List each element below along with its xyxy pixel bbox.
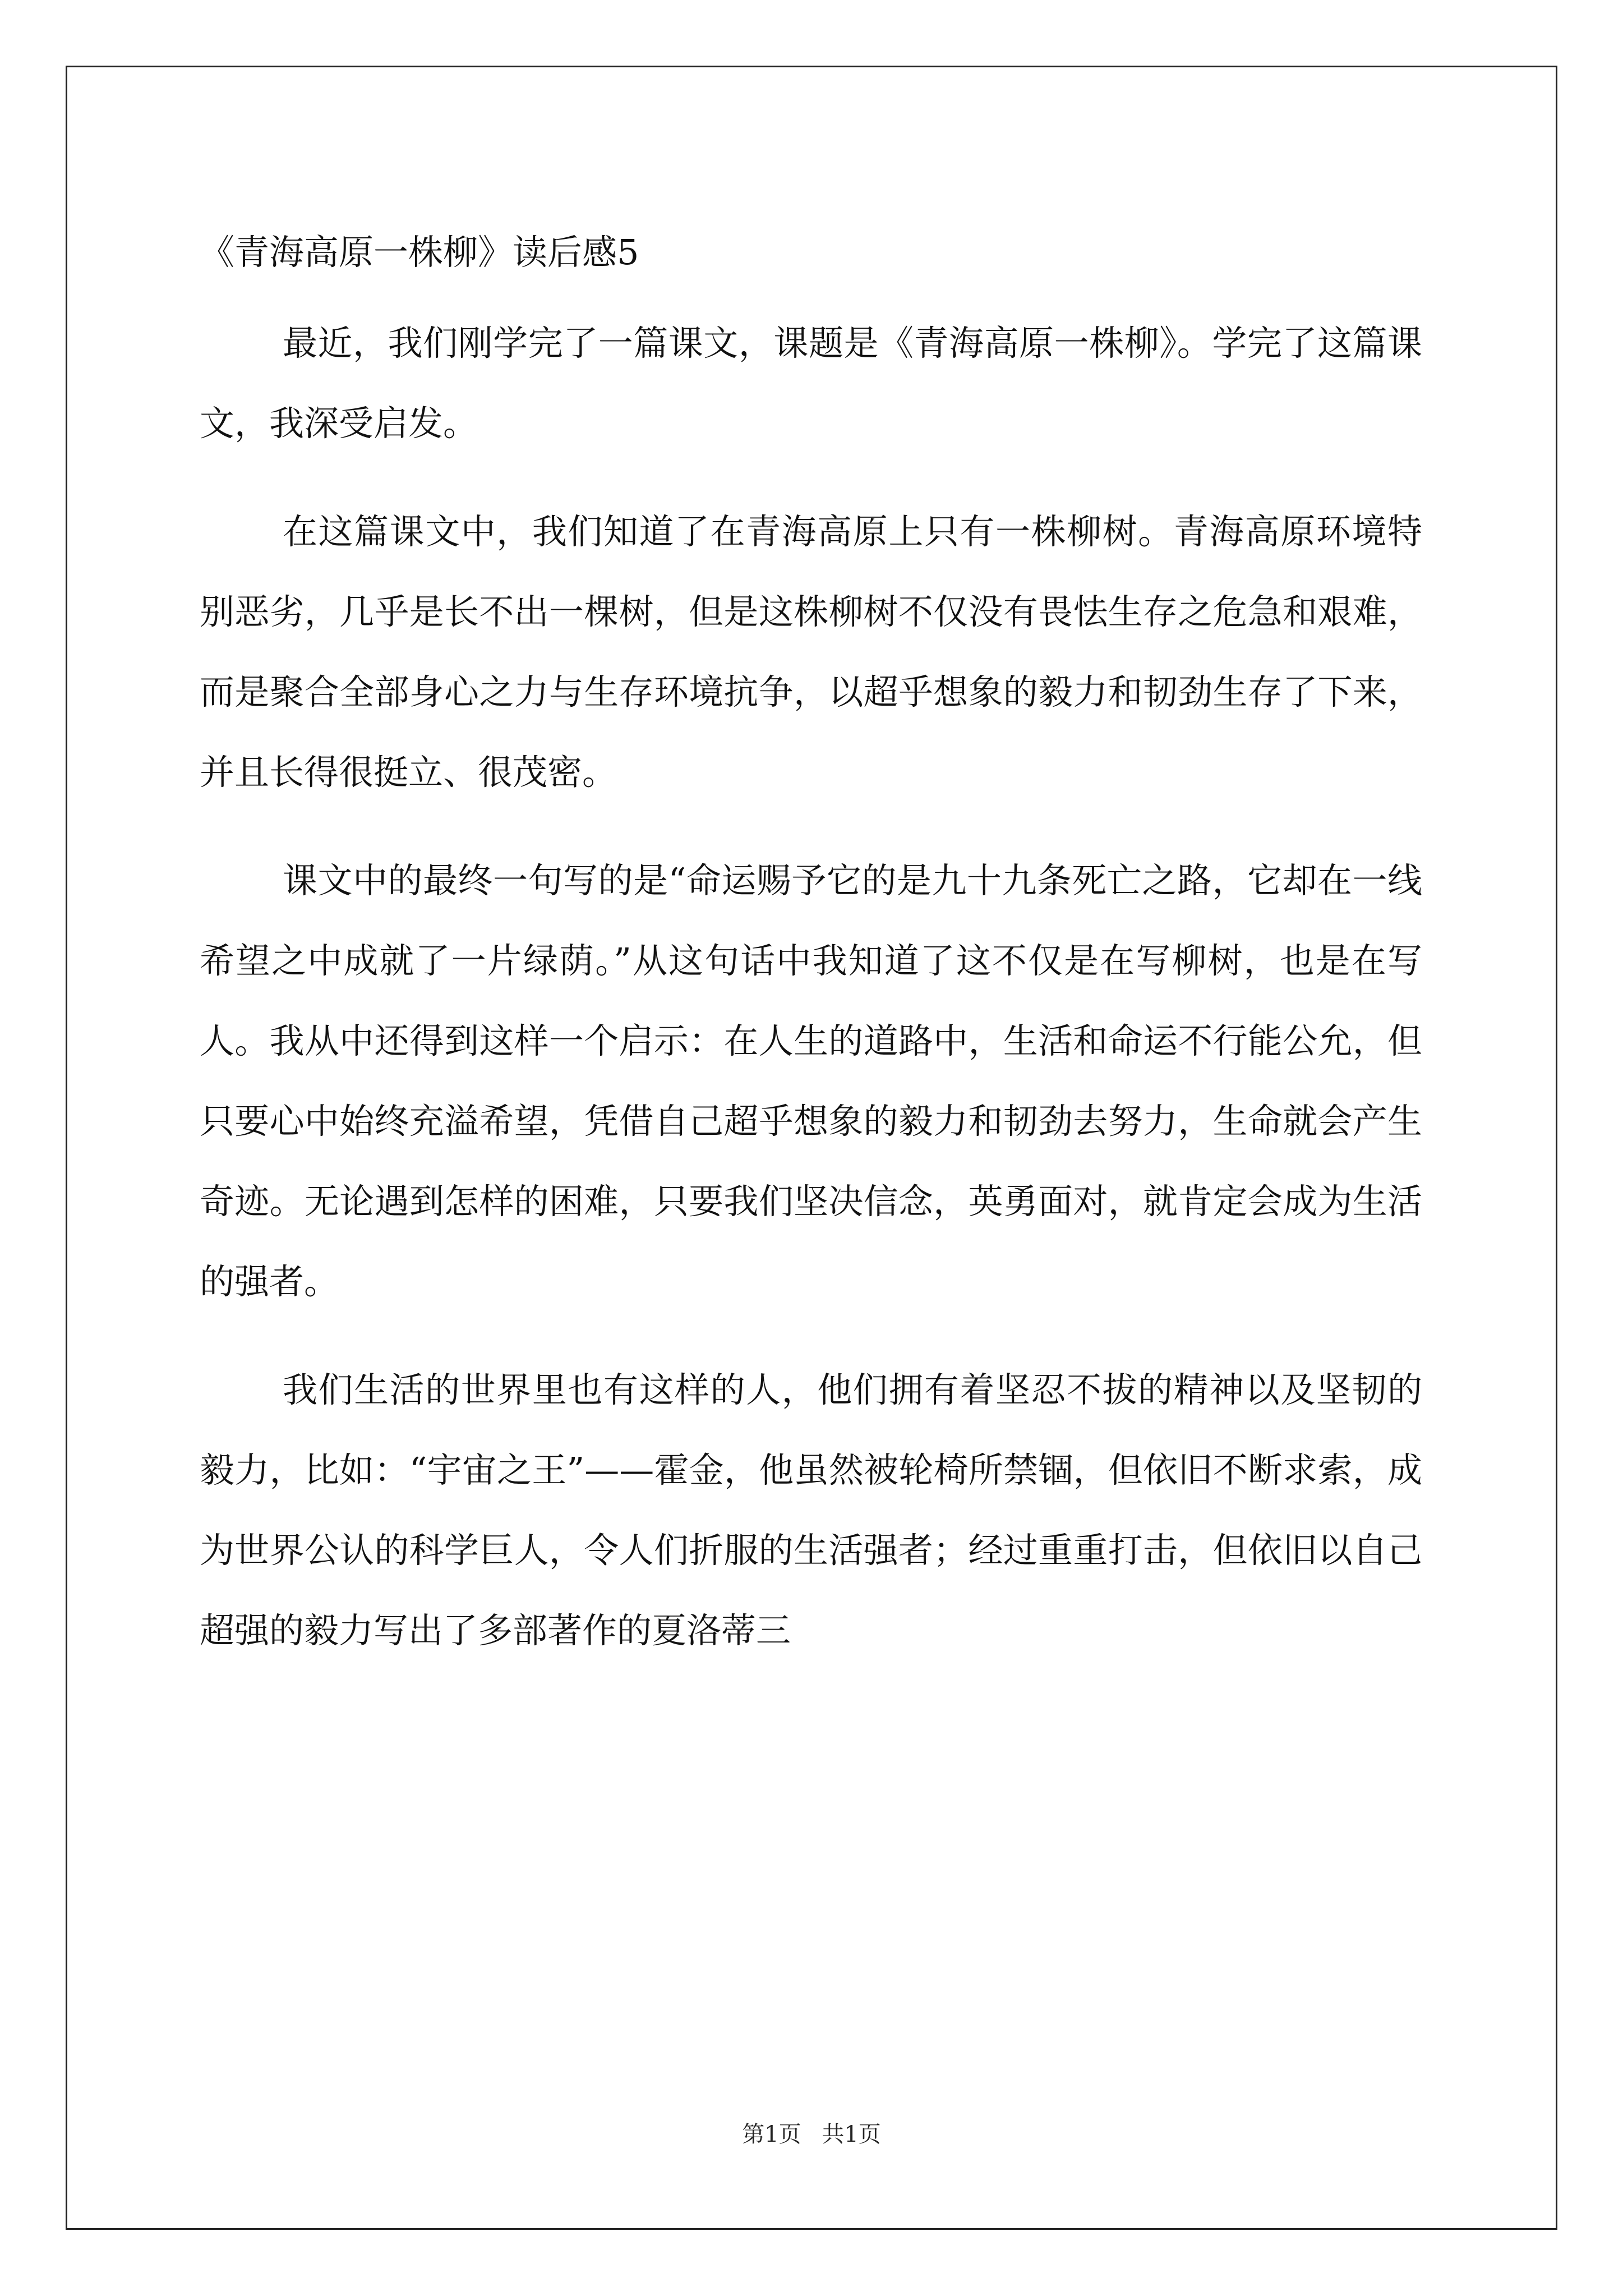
page-footer — [0, 2118, 1623, 2151]
paragraph-2: 在这篇课文中，我们知道了在青海高原上只有一株柳树。青海高原环境特别恶劣，几乎是长不出一棵树，但是这株柳树不仅没有畏怯生存之危急和艰难，而是聚合全部身心之力与生存环境抗争，以超乎想象的毅力和韧劲生存了下来，并且长得很挺立、很茂密。 — [200, 511, 1422, 793]
page-total: 共1页 — [822, 2122, 881, 2147]
document-title: 《青海高原一株柳》读后感5 — [200, 232, 639, 273]
paragraph-3: 课文中的最终一句写的是“命运赐予它的是九十九条死亡之路，它却在一线希望之中成就了一片绿荫。”从这句话中我知道了这不仅是在写柳树，也是在写人。我从中还得到这样一个启示：在人生的道路中，生活和命运不行能公允，但只要心中始终充溢希望，凭借自己超乎想象的毅力和韧劲去努力，生命就会产生奇迹。无论遇到怎样的困难，只要我们坚决信念，英勇面对，就肯定会成为生活的强者。 — [200, 860, 1422, 1302]
paragraph-4: 我们生活的世界里也有这样的人，他们拥有着坚忍不拔的精神以及坚韧的毅力，比如：“宇宙之王”——霍金，他虽然被轮椅所禁锢，但依旧不断求索，成为世界公认的科学巨人，令人们折服的生活强者；经过重重打击，但依旧以自己超强的毅力写出了多部著作的夏洛蒂三 — [200, 1369, 1422, 1651]
document-body — [200, 213, 1422, 1699]
page-number: 第1页 — [742, 2122, 801, 2147]
paragraph-1: 最近，我们刚学完了一篇课文，课题是《青海高原一株柳》。学完了这篇课文，我深受启发。 — [200, 323, 1422, 444]
